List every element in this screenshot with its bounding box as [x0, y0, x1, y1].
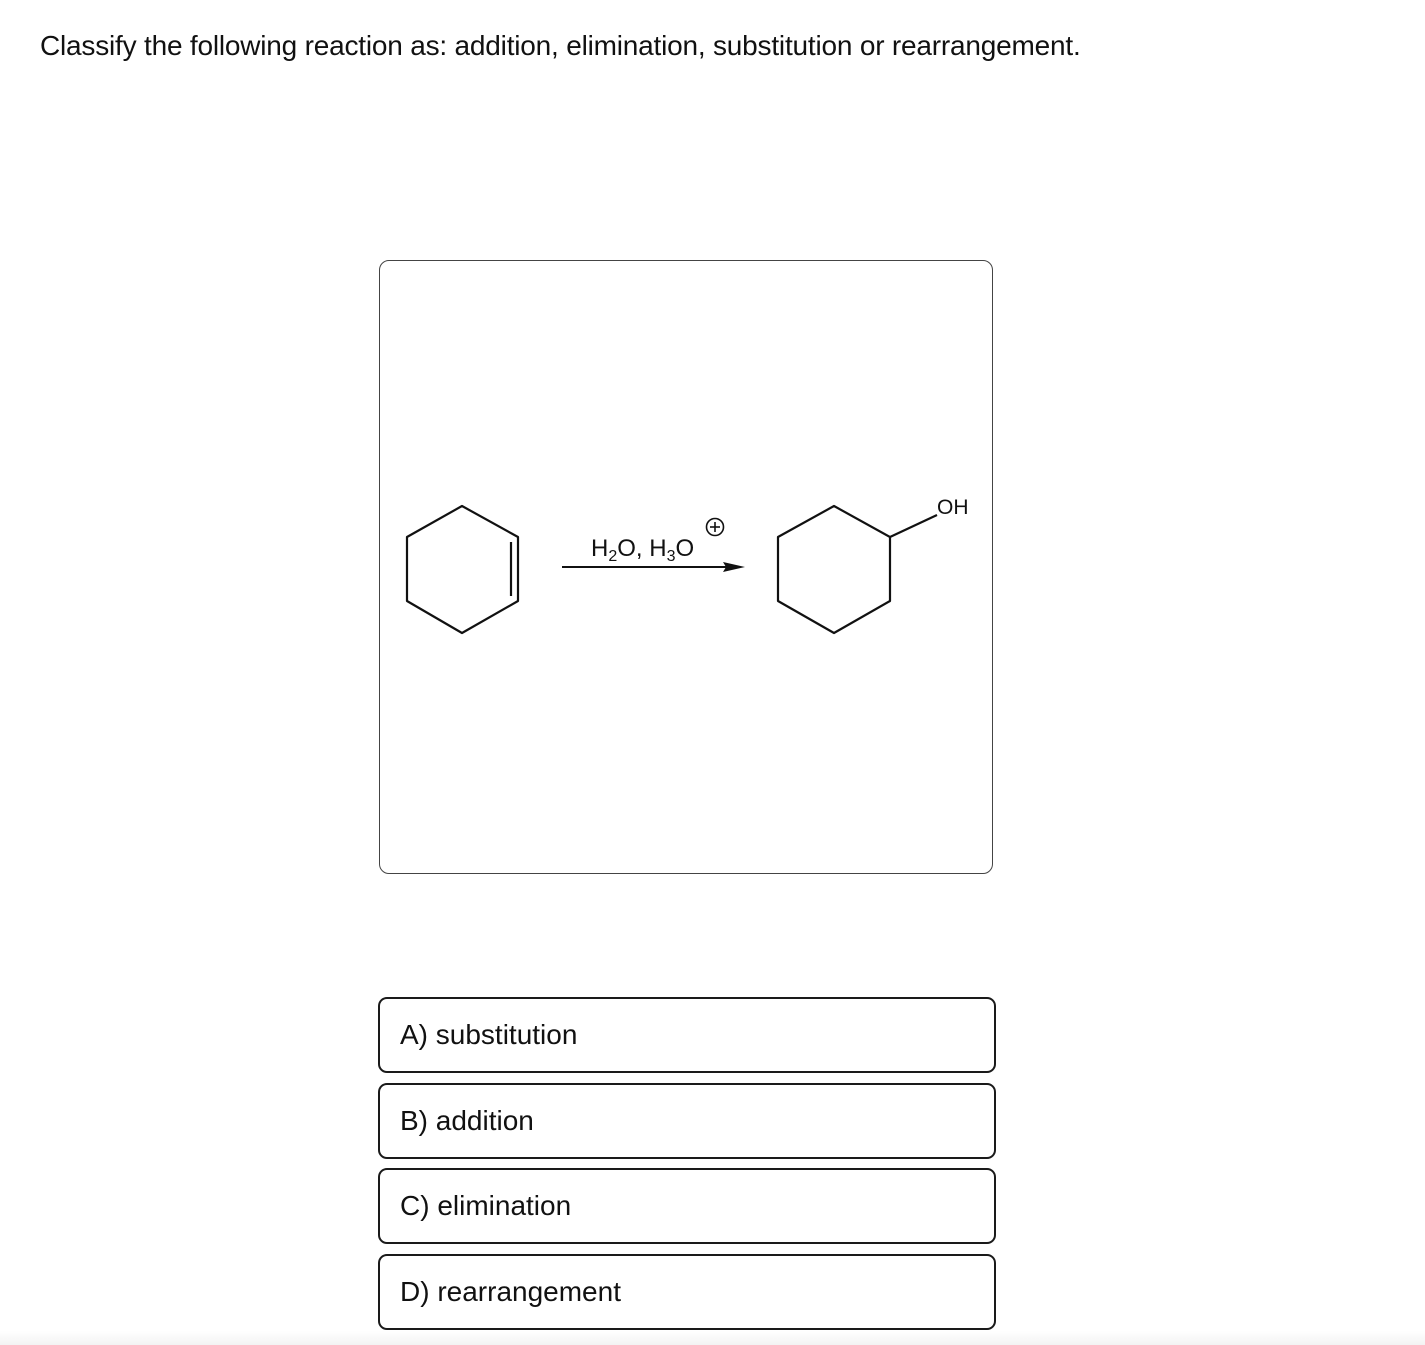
- cyclohexanol-structure: [778, 506, 937, 633]
- option-d[interactable]: D) rearrangement: [378, 1254, 996, 1330]
- cyclohexene-structure: [407, 506, 518, 633]
- hydroxyl-label: OH: [937, 496, 969, 519]
- answer-options: [378, 997, 996, 1339]
- reagent-label: $H_2O$, $H_3O$: [591, 535, 695, 565]
- page-bottom-shade: [0, 1331, 1425, 1345]
- question-text: Classify the following reaction as: addition, elimination, substitution or rearrangement.: [40, 30, 1081, 61]
- plus-charge-icon: [707, 519, 724, 536]
- option-a[interactable]: A) substitution: [378, 997, 996, 1073]
- option-c[interactable]: C) elimination: [378, 1168, 996, 1244]
- reaction-diagram: [379, 260, 993, 874]
- reaction-arrow-icon: [562, 562, 745, 572]
- option-b[interactable]: B) addition: [378, 1083, 996, 1159]
